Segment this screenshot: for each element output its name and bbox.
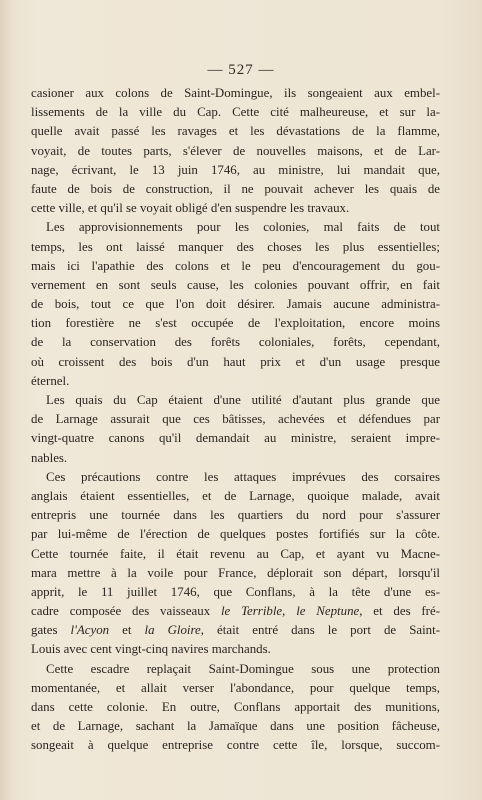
text-line: entrepris une tournée dans les quartiers du nord pour s'assurer xyxy=(31,508,440,523)
text-line: Cette tournée faite, il était revenu au Cap, et ayant vu Macne- xyxy=(31,546,440,561)
text-line: voyait, de toutes parts, s'élever de nouvelles maisons, et de Lar- xyxy=(31,143,440,158)
paragraph-2 xyxy=(31,218,440,391)
text-line: Les quais du Cap étaient d'une utilité d'autant plus grande que xyxy=(46,393,440,407)
text-line: Les approvisionnements pour les colonies, mal faits de tout xyxy=(46,220,440,235)
ship-name: le Terrible xyxy=(220,604,283,619)
text-line: temps, les ont laissé manquer des choses les plus essentielles; xyxy=(31,239,440,254)
text-line: Cette escadre replaçait Saint-Domingue sous une protection xyxy=(46,661,440,676)
ship-name: la Gloire xyxy=(144,623,201,638)
paragraph-3 xyxy=(31,391,440,468)
text-line: faute de bois de construction, il ne pouvait achever les quais de xyxy=(31,181,440,196)
page-number: — 527 — xyxy=(207,62,275,78)
text-line: par lui-même de l'érection de quelques postes fortifiés sur la côte. xyxy=(31,527,440,542)
text-line: momentanée, et allait verser l'abondance, pour quelque temps, xyxy=(31,680,440,695)
text-line: où croissent des bois d'un haut prix et d'un usage presque xyxy=(31,354,440,369)
text-line: quelle avait passé les ravages et les dévastations de la flamme, xyxy=(31,124,440,139)
text-line: vingt-quatre canons qu'il demandait au ministre, seraient impre- xyxy=(31,431,440,446)
body-text xyxy=(31,84,440,756)
text-line: de la conservation des forêts coloniales, forêts, cependant, xyxy=(31,335,440,350)
text-line: gates l'Acyon et la Gloire, était entré dans le port de Saint- xyxy=(31,623,440,638)
text-line: dans cette colonie. En outre, Conflans apportait des munitions, xyxy=(31,700,440,714)
text-line: apprit, le 11 juillet 1746, que Conflans, à la tête d'une es- xyxy=(31,584,440,599)
text-line: nage, écrivant, le 13 juin 1746, au ministre, lui mandait que, xyxy=(31,162,440,177)
text-line: anglais étaient essentielles, et de Larnage, quoique malade, avait xyxy=(31,488,440,503)
ship-name: le Neptune xyxy=(296,604,360,619)
ship-name: l'Acyon xyxy=(70,623,110,638)
text-line: nables. xyxy=(31,450,68,465)
paragraph-5 xyxy=(31,660,440,756)
text-line: tion forestière ne s'est occupée de l'exploitation, encore moins xyxy=(31,316,440,331)
text-line: Louis avec cent vingt-cinq navires marchands. xyxy=(31,642,271,657)
text-line: cette ville, et qu'il se voyait obligé d'en suspendre les travaux. xyxy=(31,201,350,216)
text-line: de bois, tout ce que l'on doit désirer. Jamais aucune administra- xyxy=(31,297,440,312)
text-line: cadre composée des vaisseaux le Terrible, le Neptune, et des fré- xyxy=(31,604,440,619)
text-line: Ces précautions contre les attaques imprévues des corsaires xyxy=(46,469,440,484)
text-line: mara mettre à la voile pour France, déplorait son départ, lorsqu'il xyxy=(31,565,440,580)
text-line: éternel. xyxy=(31,373,70,388)
text-line: mais ici l'apathie des colons et le peu d'encouragement du gou- xyxy=(31,258,440,273)
text-line: vernement en sont seuls cause, les colonies pouvant offrir, en fait xyxy=(31,277,440,292)
text-line: de Larnage assurait que ces bâtisses, achevées et défendues par xyxy=(31,412,440,427)
text-line: casioner aux colons de Saint-Domingue, ils songeaient aux embel- xyxy=(31,86,440,100)
text-line: lissements de la ville du Cap. Cette cité malheureuse, et sur la- xyxy=(31,105,440,120)
text-line: et de Larnage, sachant la Jamaïque dans une position fâcheuse, xyxy=(31,719,440,734)
paragraph-1 xyxy=(31,84,440,218)
paragraph-4 xyxy=(31,468,440,660)
text-line: songeait à quelque entreprise contre cette île, lorsque, succom- xyxy=(31,738,440,753)
